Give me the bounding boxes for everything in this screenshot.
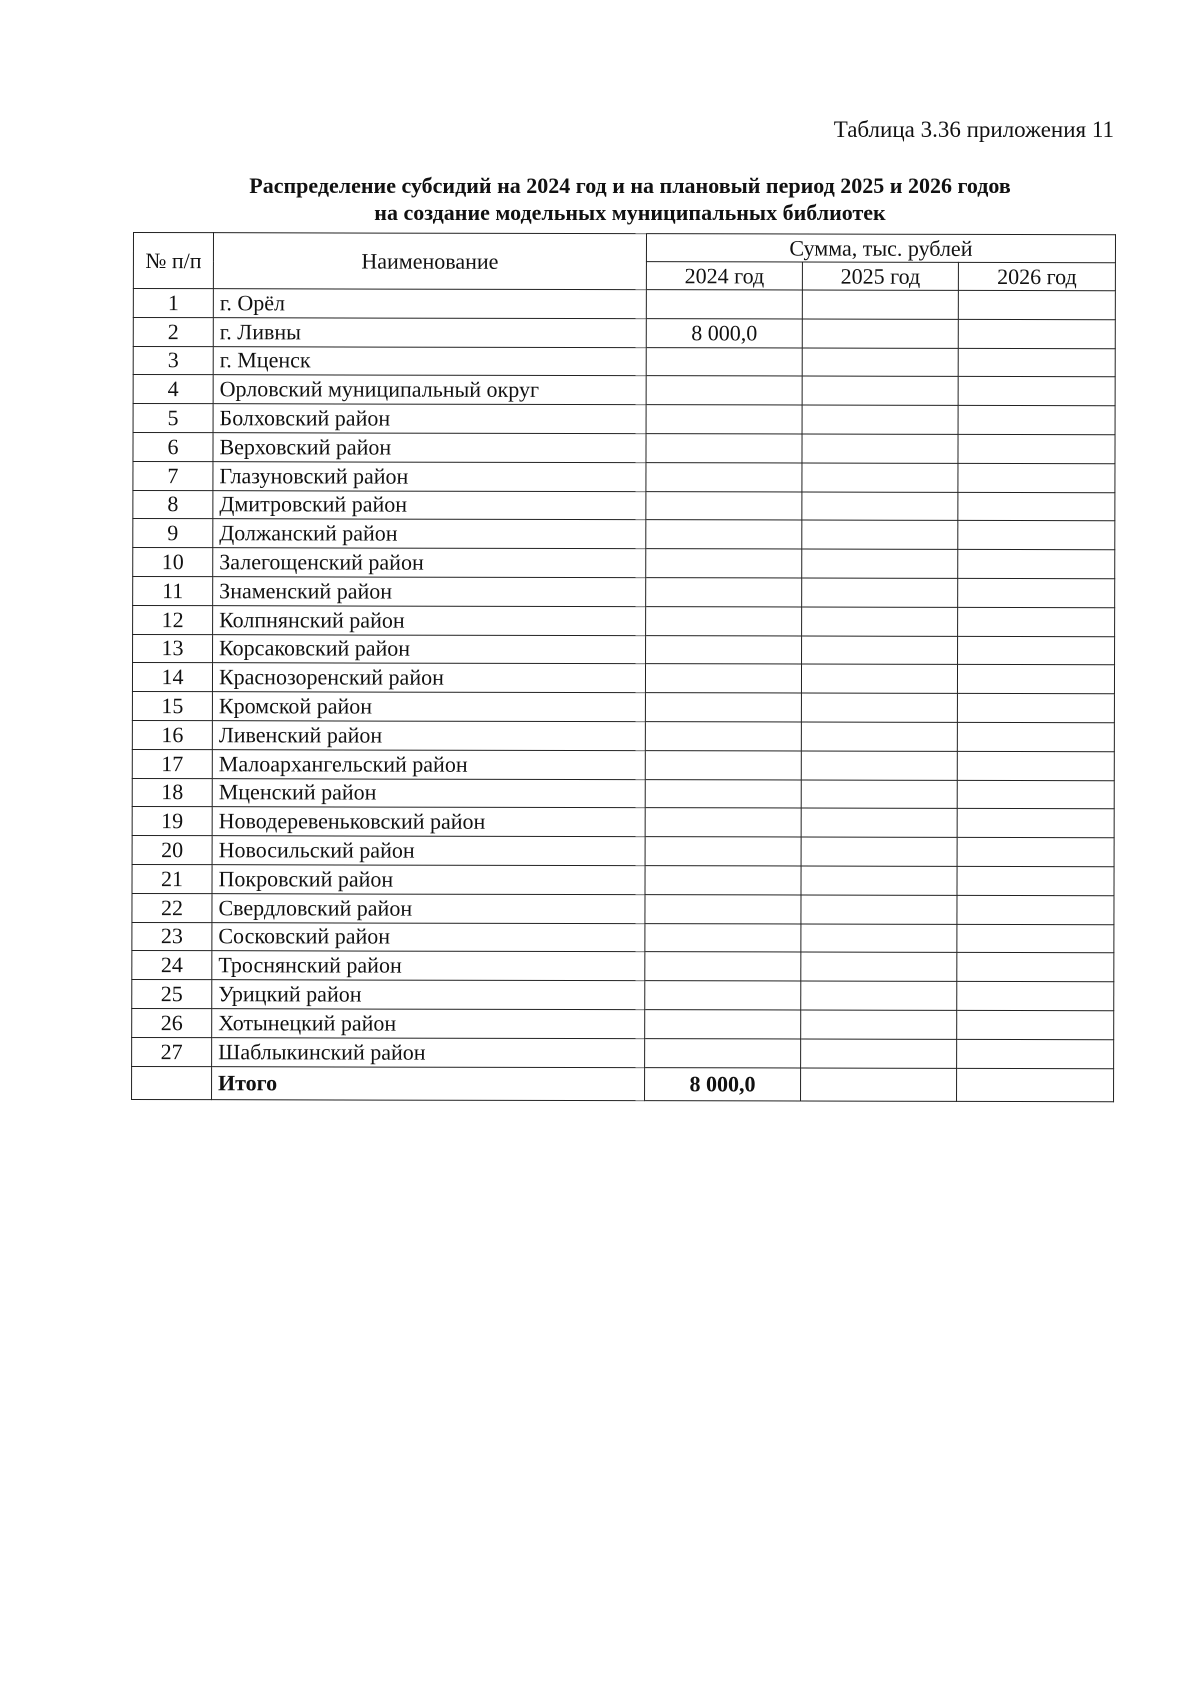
row-name: Верховский район <box>213 433 646 463</box>
row-value-2024 <box>646 290 802 319</box>
header-year-2025: 2025 год <box>802 262 958 290</box>
row-value-2024: 8 000,0 <box>646 318 802 347</box>
row-value-2024 <box>646 635 802 664</box>
header-year-2026: 2026 год <box>958 262 1115 290</box>
table-row <box>132 663 1114 694</box>
subsidy-table <box>131 232 1116 1102</box>
row-name: Свердловский район <box>212 893 645 923</box>
table-row <box>132 893 1114 924</box>
row-value-2024 <box>645 750 801 779</box>
row-number: 6 <box>133 432 213 461</box>
row-value-2024 <box>645 1010 801 1039</box>
row-number: 24 <box>132 951 212 980</box>
row-value-2026 <box>957 895 1114 924</box>
row-number: 5 <box>133 404 213 433</box>
row-number: 4 <box>133 375 213 404</box>
row-number: 8 <box>133 490 213 519</box>
table-row <box>132 922 1114 953</box>
row-value-2026 <box>957 866 1114 895</box>
row-value-2025 <box>802 492 958 521</box>
row-value-2024 <box>646 520 802 549</box>
row-name: Залегощенский район <box>213 548 646 578</box>
row-number: 21 <box>132 864 212 893</box>
row-number: 3 <box>133 346 213 375</box>
row-value-2024 <box>646 434 802 463</box>
row-value-2024 <box>645 779 801 808</box>
row-value-2025 <box>802 636 958 665</box>
row-value-2024 <box>646 405 802 434</box>
row-value-2026 <box>957 694 1114 723</box>
row-name: г. Ливны <box>213 317 646 347</box>
row-number: 2 <box>133 317 213 346</box>
row-value-2025 <box>802 520 958 549</box>
row-value-2025 <box>802 549 958 578</box>
total-2025 <box>801 1068 957 1101</box>
total-row <box>132 1066 1114 1101</box>
table-body <box>132 289 1116 1069</box>
row-value-2026 <box>957 751 1114 780</box>
row-name: г. Орёл <box>213 289 646 319</box>
row-value-2025 <box>801 1039 957 1068</box>
row-value-2024 <box>645 866 801 895</box>
row-value-2026 <box>957 809 1114 838</box>
row-value-2026 <box>957 665 1114 694</box>
header-sum: Сумма, тыс. рублей <box>646 234 1115 263</box>
row-value-2024 <box>645 981 801 1010</box>
header-year-2024: 2024 год <box>646 262 802 290</box>
row-value-2026 <box>958 463 1115 492</box>
row-number: 12 <box>133 605 213 634</box>
row-value-2024 <box>646 347 802 376</box>
row-value-2024 <box>645 693 801 722</box>
row-number: 7 <box>133 461 213 490</box>
table-row <box>132 720 1114 751</box>
row-number: 13 <box>133 634 213 663</box>
row-value-2026 <box>958 578 1115 607</box>
row-value-2024 <box>645 894 801 923</box>
row-name: Колпнянский район <box>213 605 646 635</box>
row-name: Кромской район <box>212 692 645 722</box>
table-row <box>133 317 1115 348</box>
row-number: 19 <box>132 807 212 836</box>
row-value-2025 <box>802 319 958 348</box>
row-value-2025 <box>801 1010 957 1039</box>
row-value-2025 <box>801 751 957 780</box>
row-value-2025 <box>802 434 958 463</box>
row-name: Покровский район <box>212 865 645 895</box>
row-value-2026 <box>958 319 1115 348</box>
row-value-2024 <box>645 923 801 952</box>
table-row <box>132 778 1114 809</box>
row-value-2025 <box>801 780 957 809</box>
document-title <box>130 172 1130 226</box>
table-row <box>133 289 1115 320</box>
row-number: 16 <box>132 720 212 749</box>
row-name: Глазуновский район <box>213 461 646 491</box>
row-value-2025 <box>801 924 957 953</box>
total-num <box>132 1066 212 1099</box>
row-number: 10 <box>133 548 213 577</box>
table-row <box>133 461 1115 492</box>
table-row <box>132 980 1114 1011</box>
row-value-2026 <box>958 521 1115 550</box>
row-number: 23 <box>132 922 212 951</box>
row-value-2025 <box>802 405 958 434</box>
row-value-2024 <box>646 606 802 635</box>
table-row <box>133 519 1115 550</box>
row-value-2024 <box>645 722 801 751</box>
row-value-2026 <box>957 953 1114 982</box>
row-value-2025 <box>802 578 958 607</box>
row-name: Знаменский район <box>213 577 646 607</box>
row-number: 20 <box>132 836 212 865</box>
row-value-2026 <box>958 636 1115 665</box>
table-row <box>132 864 1114 895</box>
row-number: 25 <box>132 980 212 1009</box>
row-value-2025 <box>801 664 957 693</box>
table-row <box>132 749 1114 780</box>
table-row <box>133 490 1115 521</box>
row-number: 11 <box>133 576 213 605</box>
row-value-2025 <box>801 866 957 895</box>
row-value-2025 <box>802 376 958 405</box>
row-name: Новосильский район <box>212 836 645 866</box>
row-value-2025 <box>801 722 957 751</box>
row-value-2024 <box>646 376 802 405</box>
table-row <box>132 836 1114 867</box>
table-row <box>132 692 1114 723</box>
row-value-2024 <box>646 462 802 491</box>
table-footer <box>132 1066 1114 1101</box>
row-name: Хотынецкий район <box>212 1009 645 1039</box>
table-row <box>133 634 1115 665</box>
total-label: Итого <box>212 1066 645 1100</box>
row-value-2024 <box>645 664 801 693</box>
row-value-2024 <box>645 837 801 866</box>
row-value-2024 <box>646 549 802 578</box>
total-2026 <box>957 1068 1114 1101</box>
total-2024: 8 000,0 <box>645 1067 801 1100</box>
row-value-2025 <box>802 607 958 636</box>
row-value-2026 <box>957 1039 1114 1068</box>
row-value-2025 <box>801 693 957 722</box>
row-value-2025 <box>802 290 958 319</box>
table-row <box>133 432 1115 463</box>
row-number: 22 <box>132 893 212 922</box>
row-value-2026 <box>957 838 1114 867</box>
row-value-2025 <box>801 895 957 924</box>
document-title-line-1: Распределение субсидий на 2024 год и на плановый период 2025 и 2026 годов <box>249 173 1011 198</box>
row-name: Ливенский район <box>212 721 645 751</box>
document-title-line-2: на создание модельных муниципальных библиотек <box>374 200 886 225</box>
row-number: 14 <box>132 663 212 692</box>
row-value-2026 <box>958 377 1115 406</box>
row-value-2026 <box>957 981 1114 1010</box>
table-caption: Таблица 3.36 приложения 11 <box>833 117 1114 142</box>
row-value-2025 <box>802 348 958 377</box>
row-value-2024 <box>646 578 802 607</box>
row-value-2025 <box>801 952 957 981</box>
row-name: Шаблыкинский район <box>212 1037 645 1067</box>
row-name: Троснянский район <box>212 951 645 981</box>
row-number: 27 <box>132 1037 212 1066</box>
row-name: Урицкий район <box>212 980 645 1010</box>
row-value-2026 <box>957 722 1114 751</box>
row-value-2025 <box>801 808 957 837</box>
header-num: № п/п <box>133 233 213 289</box>
table-row <box>132 807 1114 838</box>
row-name: Сосковский район <box>212 922 645 952</box>
row-name: Малоархангельский район <box>212 749 645 779</box>
row-value-2026 <box>958 406 1115 435</box>
row-value-2026 <box>958 434 1115 463</box>
row-value-2026 <box>958 348 1115 377</box>
header-row-top <box>133 233 1115 263</box>
table-header <box>133 233 1115 291</box>
row-value-2024 <box>645 1038 801 1067</box>
table-row <box>132 1008 1114 1039</box>
row-value-2025 <box>801 981 957 1010</box>
row-value-2026 <box>957 780 1114 809</box>
row-value-2025 <box>801 837 957 866</box>
table-row <box>132 1037 1114 1068</box>
table-row <box>133 605 1115 636</box>
row-value-2026 <box>958 550 1115 579</box>
table-row <box>133 548 1115 579</box>
row-number: 17 <box>132 749 212 778</box>
row-value-2026 <box>958 492 1115 521</box>
row-name: Дмитровский район <box>213 490 646 520</box>
row-number: 15 <box>132 692 212 721</box>
table-row <box>133 576 1115 607</box>
row-value-2026 <box>957 1010 1114 1039</box>
row-value-2026 <box>957 924 1114 953</box>
row-name: Орловский муниципальный округ <box>213 375 646 405</box>
row-name: Корсаковский район <box>213 634 646 664</box>
row-value-2026 <box>958 290 1115 319</box>
table-row <box>133 346 1115 377</box>
table-row <box>133 375 1115 406</box>
row-number: 18 <box>132 778 212 807</box>
row-number: 1 <box>133 289 213 318</box>
table-row <box>133 404 1115 435</box>
row-number: 9 <box>133 519 213 548</box>
table-row <box>132 951 1114 982</box>
row-name: г. Мценск <box>213 346 646 376</box>
row-number: 26 <box>132 1008 212 1037</box>
row-name: Краснозоренский район <box>212 663 645 693</box>
row-value-2026 <box>958 607 1115 636</box>
row-value-2024 <box>645 808 801 837</box>
row-name: Должанский район <box>213 519 646 549</box>
row-value-2024 <box>646 491 802 520</box>
row-name: Новодеревеньковский район <box>212 807 645 837</box>
row-name: Мценский район <box>212 778 645 808</box>
header-name: Наименование <box>213 233 646 290</box>
row-value-2025 <box>802 463 958 492</box>
row-name: Болховский район <box>213 404 646 434</box>
row-value-2024 <box>645 952 801 981</box>
